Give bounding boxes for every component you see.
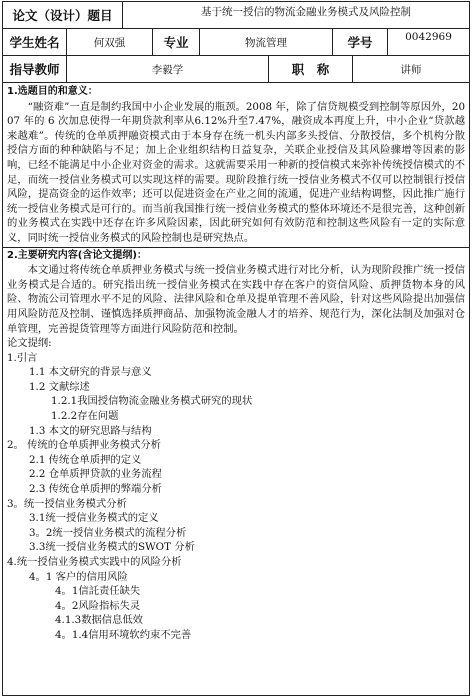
section-divider — [3, 247, 469, 248]
advisor-label: 指导教师 — [3, 56, 67, 82]
outline-item: 3。统一授信业务模式分析 — [7, 497, 127, 510]
title-value: 基于统一授信的物流金融业务模式及风险控制 — [201, 6, 411, 18]
outline-item: 2.2 仓单质押贷款的业务流程 — [29, 468, 162, 481]
rank-value: 讲师 — [400, 63, 422, 76]
proposal-form — [2, 1, 470, 696]
outline-item: 3。2统一授信业务模式的流程分析 — [29, 526, 187, 539]
outline-item: 4。1 客户的信用风险 — [29, 570, 128, 583]
outline-item: 2。 传统的仓单质押业务模式分析 — [7, 439, 161, 452]
outline-item: 3.3统一授信业务模式的SWOT 分析 — [29, 541, 195, 554]
student-value: 何双强 — [67, 29, 153, 55]
outline-item: 4.统一授信业务模式实践中的风险分析 — [7, 556, 182, 568]
outline-item: 3.1统一授信业务模式的定义 — [29, 512, 159, 525]
outline-list — [7, 351, 465, 643]
outline-item: 4。2风险指标失灵 — [55, 599, 141, 612]
advisor-row — [3, 56, 469, 83]
outline-item: 1.3 本文的研究思路与结构 — [29, 424, 152, 437]
outline-item: 2.1 传统仓单质押的定义 — [29, 453, 142, 466]
major-value: 物流管理 — [200, 29, 333, 55]
major-label: 专业 — [153, 29, 200, 55]
outline-title: 论文提纲: — [7, 337, 52, 350]
section2-paragraph: 本文通过将传统仓单质押业务模式与统一授信业务模式进行对比分析，认为现阶段推广统一授信业务模式是合适的。研究指出统一授信业务模式在实践中存在客户的资信风险、质押货物本身的风险、物流公司管理水平不足的风险、法律风险和仓单及提单管理不善风险，针对这些风险提出加强信用风险防范及控制、谨慎选择质押商品、加强物流金融人才的培养、规范行为，深化法制及加强对仓单管理，完善提货管理等方面进行风险防范和控制。 — [7, 264, 465, 335]
title-row — [3, 2, 469, 29]
title-label: 论文（设计）题目 — [3, 2, 123, 28]
outline-item: 4。1.4信用环境软约束不完善 — [55, 628, 192, 641]
section2-heading: 2.主要研究内容(含论文提纲)： — [7, 249, 147, 261]
outline-item: 4.1.3数据信息低效 — [55, 614, 143, 627]
outline-item: 1.引言 — [7, 351, 38, 364]
advisor-value: 李毅学 — [67, 56, 269, 82]
rank-label: 职 称 — [269, 56, 353, 82]
outline-item: 1.2 文献综述 — [29, 380, 90, 393]
form-body — [3, 83, 469, 643]
student-id-value: 0042969 — [405, 31, 452, 43]
outline-item: 2.3 传统仓单质押的弊端分析 — [29, 483, 162, 496]
outline-item: 1.1 本文研究的背景与意义 — [29, 366, 152, 379]
outline-item: 1.2.2存在问题 — [51, 410, 119, 423]
outline-item: 1.2.1我国授信物流金融业务模式研究的现状 — [51, 395, 253, 408]
student-label: 学生姓名 — [3, 29, 67, 55]
section1-heading: 1.选题目的和意义： — [7, 86, 98, 97]
outline-item: 4。1信託责任缺失 — [55, 585, 141, 598]
student-id-label: 学号 — [333, 29, 388, 55]
section1-paragraph: “融资难”一直是制约我国中小企业发展的瓶颈。2008 年，除了信贷规模受到控制等原因外，2007 年的 6 次加息使得一年期贷款利率从6.12%升至7.47%，融资成本再度上升，中小企业“贷款越来越难”。传统的仓单质押融资模式由于本身存在统一机头内部多头授信、分散授信，多个机构分散授信方面的种种缺陷与不足；加上企业组织结构日益复杂，关联企业授信及其风险骤增等因素的影响，已经不能满足中小企业对资金的需求。这就需要采用一种新的授信模式来弥补传统授信模式的不足，而统一授信业务模式可以实现这样的需要。现阶段推行统一授信业务模式不仅可以控制银行授信风险，提高资金的运作效率；还可以促进资金在产业之间的流通，促进产业结构调整，因此推广施行统一授信业务模式是可行的。而当前我国推行统一授信业务模式的整体环境还不是很完善，这种创新的业务模式在实践中还存在许多风险因素，因此研究如何有效防范和控制这些风险有一定的实际意义，同时统一授信业务模式的风险控制也是研究热点。 — [7, 100, 465, 244]
student-row — [3, 29, 469, 56]
